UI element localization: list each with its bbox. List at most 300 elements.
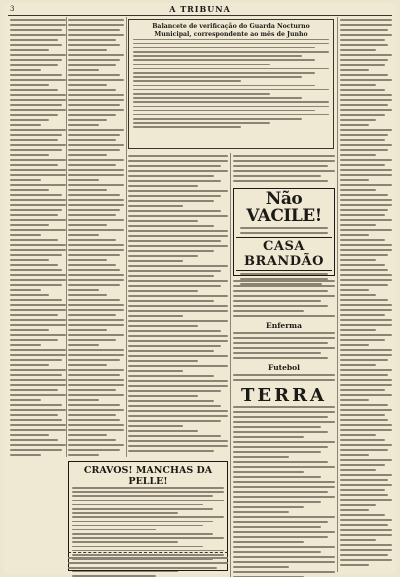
text-line bbox=[10, 24, 66, 26]
text-lines bbox=[233, 280, 335, 317]
text-line bbox=[68, 449, 120, 451]
text-line bbox=[72, 541, 178, 543]
text-line bbox=[340, 94, 392, 96]
text-line bbox=[233, 471, 304, 473]
text-line bbox=[128, 430, 198, 432]
text-line bbox=[233, 426, 321, 428]
text-line bbox=[133, 43, 329, 45]
form-lines bbox=[68, 557, 228, 569]
text-line bbox=[10, 304, 66, 306]
text-line bbox=[340, 279, 392, 281]
text-line bbox=[233, 556, 335, 558]
text-line bbox=[10, 174, 66, 176]
text-line bbox=[68, 34, 124, 36]
text-line bbox=[68, 264, 116, 266]
text-line bbox=[233, 511, 289, 513]
text-line bbox=[10, 234, 41, 236]
text-line bbox=[133, 80, 241, 82]
text-line bbox=[10, 149, 62, 151]
text-line bbox=[340, 199, 392, 201]
text-line bbox=[340, 289, 369, 291]
text-line bbox=[233, 541, 304, 543]
text-line bbox=[68, 419, 120, 421]
text-line bbox=[340, 214, 385, 216]
text-line bbox=[340, 54, 392, 56]
text-lines bbox=[233, 332, 335, 359]
text-line bbox=[72, 537, 224, 539]
text-line bbox=[340, 164, 385, 166]
text-line bbox=[10, 39, 58, 41]
text-line bbox=[68, 214, 116, 216]
text-line bbox=[68, 389, 116, 391]
text-line bbox=[133, 97, 302, 99]
text-line bbox=[128, 280, 228, 282]
text-line bbox=[233, 160, 335, 162]
text-line bbox=[128, 185, 198, 187]
text-line bbox=[133, 72, 315, 74]
text-line bbox=[10, 244, 66, 246]
text-line bbox=[10, 84, 49, 86]
text-line bbox=[233, 337, 335, 339]
text-line bbox=[233, 516, 335, 518]
text-line bbox=[128, 210, 221, 212]
column-rule bbox=[66, 17, 67, 457]
text-line bbox=[68, 154, 107, 156]
text-line bbox=[128, 220, 198, 222]
text-line bbox=[68, 304, 124, 306]
text-lines bbox=[340, 19, 392, 566]
text-line bbox=[68, 39, 116, 41]
text-line bbox=[340, 354, 392, 356]
text-line bbox=[133, 51, 329, 53]
text-line bbox=[340, 204, 392, 206]
text-line bbox=[340, 484, 392, 486]
text-line bbox=[340, 439, 385, 441]
text-line bbox=[340, 359, 388, 361]
text-line bbox=[10, 279, 66, 281]
text-line bbox=[128, 370, 183, 372]
text-line bbox=[68, 374, 120, 376]
text-line bbox=[68, 434, 107, 436]
text-line bbox=[72, 516, 224, 518]
text-line bbox=[233, 406, 335, 408]
text-line bbox=[233, 476, 321, 478]
text-line bbox=[68, 344, 99, 346]
text-line bbox=[133, 59, 315, 61]
text-line bbox=[340, 379, 392, 381]
text-line bbox=[340, 274, 392, 276]
text-line bbox=[133, 47, 315, 49]
text-line bbox=[233, 170, 335, 172]
text-line bbox=[68, 209, 120, 211]
text-line bbox=[233, 536, 328, 538]
text-line bbox=[340, 264, 385, 266]
text-line bbox=[340, 59, 388, 61]
text-line bbox=[233, 431, 328, 433]
text-line bbox=[340, 519, 392, 521]
text-line bbox=[128, 380, 228, 382]
text-line bbox=[128, 390, 221, 392]
text-line bbox=[340, 349, 392, 351]
text-line bbox=[10, 454, 41, 456]
text-line bbox=[10, 374, 62, 376]
text-line bbox=[340, 564, 369, 566]
text-line bbox=[340, 489, 385, 491]
text-line bbox=[233, 486, 335, 488]
text-line bbox=[10, 134, 62, 136]
text-line bbox=[68, 299, 120, 301]
text-line bbox=[340, 444, 392, 446]
text-line bbox=[68, 204, 124, 206]
text-line bbox=[128, 235, 228, 237]
text-line bbox=[68, 289, 99, 291]
text-line bbox=[68, 314, 116, 316]
text-line bbox=[340, 429, 392, 431]
text-line bbox=[10, 129, 66, 131]
text-line bbox=[128, 420, 221, 422]
text-line bbox=[340, 449, 388, 451]
text-line bbox=[68, 179, 99, 181]
text-line bbox=[10, 114, 58, 116]
text-line bbox=[68, 74, 120, 76]
text-line bbox=[233, 352, 321, 354]
text-line bbox=[10, 169, 66, 171]
ad-headline: Não VACILE! bbox=[246, 189, 322, 226]
text-line bbox=[68, 149, 120, 151]
text-line bbox=[233, 416, 328, 418]
text-line bbox=[340, 104, 388, 106]
text-line bbox=[10, 309, 66, 311]
text-line bbox=[128, 155, 228, 157]
text-line bbox=[233, 165, 328, 167]
text-line bbox=[68, 439, 116, 441]
text-line bbox=[10, 184, 66, 186]
text-line bbox=[68, 59, 120, 61]
text-line bbox=[68, 89, 116, 91]
text-line bbox=[10, 269, 62, 271]
text-line bbox=[68, 309, 124, 311]
text-line bbox=[340, 69, 369, 71]
text-line bbox=[72, 533, 213, 535]
ad-headline: CRAVOS! MANCHAS DA PELLE! bbox=[83, 465, 213, 487]
text-line bbox=[340, 364, 376, 366]
text-line bbox=[10, 214, 58, 216]
text-line bbox=[10, 399, 41, 401]
text-line bbox=[340, 229, 392, 231]
text-line bbox=[128, 160, 228, 162]
text-line bbox=[128, 275, 214, 277]
text-line bbox=[133, 39, 329, 41]
text-line bbox=[128, 450, 214, 452]
text-line bbox=[340, 29, 388, 31]
column-2 bbox=[68, 19, 124, 459]
text-line bbox=[133, 76, 302, 78]
text-line bbox=[10, 64, 58, 66]
text-line bbox=[68, 114, 116, 116]
text-line bbox=[10, 139, 58, 141]
text-line bbox=[340, 454, 369, 456]
text-line bbox=[10, 124, 41, 126]
text-line bbox=[68, 329, 107, 331]
text-line bbox=[233, 531, 335, 533]
text-line bbox=[340, 39, 385, 41]
text-line bbox=[340, 434, 376, 436]
text-line bbox=[128, 315, 183, 317]
text-line bbox=[68, 254, 120, 256]
text-line bbox=[133, 93, 270, 95]
text-line bbox=[128, 270, 221, 272]
text-line bbox=[68, 124, 99, 126]
text-line bbox=[68, 454, 99, 456]
text-line bbox=[68, 429, 124, 431]
text-line bbox=[340, 119, 376, 121]
text-line bbox=[340, 504, 376, 506]
text-line bbox=[240, 227, 328, 229]
balancete-title: Balancete de verificação do Guarda Nocturno Municipal, correspondente ao mês de Junho bbox=[152, 23, 310, 38]
text-line bbox=[133, 101, 329, 103]
text-line bbox=[233, 300, 321, 302]
text-line bbox=[340, 284, 388, 286]
text-line bbox=[68, 24, 124, 26]
text-line bbox=[10, 229, 66, 231]
text-line bbox=[233, 347, 335, 349]
text-line bbox=[133, 110, 315, 112]
text-line bbox=[340, 219, 392, 221]
text-line bbox=[10, 224, 49, 226]
text-line bbox=[68, 174, 124, 176]
text-lines bbox=[233, 406, 335, 577]
text-line bbox=[10, 54, 66, 56]
text-line bbox=[68, 319, 124, 321]
page-number: 3 bbox=[10, 5, 15, 13]
text-line bbox=[233, 506, 304, 508]
text-line bbox=[10, 369, 66, 371]
text-line bbox=[340, 494, 388, 496]
text-line bbox=[128, 440, 228, 442]
text-line bbox=[72, 508, 213, 510]
header-rule bbox=[8, 15, 392, 16]
text-line bbox=[68, 249, 124, 251]
text-line bbox=[340, 554, 388, 556]
text-line bbox=[340, 424, 392, 426]
text-line bbox=[233, 501, 321, 503]
text-line bbox=[128, 375, 214, 377]
text-line bbox=[340, 179, 369, 181]
text-line bbox=[340, 254, 388, 256]
text-line bbox=[233, 280, 335, 282]
text-line bbox=[340, 129, 392, 131]
text-line bbox=[340, 404, 388, 406]
text-line bbox=[10, 194, 62, 196]
text-line bbox=[340, 419, 388, 421]
text-line bbox=[340, 184, 392, 186]
text-line bbox=[340, 209, 388, 211]
text-line bbox=[340, 249, 392, 251]
text-line bbox=[128, 290, 198, 292]
text-line bbox=[340, 89, 385, 91]
text-line bbox=[10, 429, 66, 431]
text-line bbox=[68, 84, 107, 86]
text-line bbox=[10, 444, 66, 446]
text-line bbox=[233, 180, 328, 182]
text-line bbox=[128, 225, 214, 227]
text-line bbox=[340, 19, 392, 21]
text-line bbox=[72, 500, 224, 502]
text-line bbox=[68, 274, 124, 276]
column-rule bbox=[337, 17, 338, 572]
text-line bbox=[340, 174, 392, 176]
text-line bbox=[340, 389, 385, 391]
text-line bbox=[340, 339, 385, 341]
text-line bbox=[340, 34, 392, 36]
text-line bbox=[128, 310, 228, 312]
text-line bbox=[68, 284, 120, 286]
text-line bbox=[68, 184, 124, 186]
text-line bbox=[340, 309, 392, 311]
text-line bbox=[233, 461, 328, 463]
text-line bbox=[10, 434, 49, 436]
text-line bbox=[10, 29, 62, 31]
text-line bbox=[233, 571, 335, 573]
text-line bbox=[340, 539, 376, 541]
text-line bbox=[128, 385, 228, 387]
text-line bbox=[128, 345, 221, 347]
text-line bbox=[10, 339, 58, 341]
text-line bbox=[10, 404, 62, 406]
text-line bbox=[340, 44, 388, 46]
text-line bbox=[68, 219, 124, 221]
text-line bbox=[10, 99, 66, 101]
text-line bbox=[10, 44, 62, 46]
text-line bbox=[68, 164, 116, 166]
text-line bbox=[68, 44, 120, 46]
text-line bbox=[10, 344, 41, 346]
text-line bbox=[340, 369, 392, 371]
text-line bbox=[340, 464, 385, 466]
text-line bbox=[10, 49, 49, 51]
text-line bbox=[68, 69, 99, 71]
text-line bbox=[10, 334, 66, 336]
text-line bbox=[233, 551, 321, 553]
text-line bbox=[68, 339, 116, 341]
text-line bbox=[233, 436, 304, 438]
text-lines bbox=[128, 155, 228, 455]
text-line bbox=[128, 300, 214, 302]
text-line bbox=[340, 334, 392, 336]
text-line bbox=[68, 239, 116, 241]
terra-heading: TERRA bbox=[241, 385, 327, 406]
text-line bbox=[128, 320, 228, 322]
text-line bbox=[10, 59, 62, 61]
text-line bbox=[10, 19, 66, 21]
text-line bbox=[68, 109, 124, 111]
text-line bbox=[68, 334, 124, 336]
text-line bbox=[10, 254, 62, 256]
text-line bbox=[233, 290, 328, 292]
text-line bbox=[72, 504, 203, 506]
text-line bbox=[68, 199, 124, 201]
section-heading: Enferma bbox=[266, 321, 302, 330]
article-left bbox=[128, 155, 228, 455]
text-line bbox=[133, 68, 329, 70]
text-line bbox=[340, 154, 376, 156]
text-line bbox=[68, 269, 120, 271]
text-line bbox=[68, 562, 228, 564]
text-line bbox=[72, 525, 203, 527]
text-line bbox=[340, 189, 376, 191]
text-line bbox=[233, 561, 335, 563]
text-line bbox=[340, 114, 385, 116]
text-line bbox=[68, 424, 124, 426]
text-line bbox=[128, 335, 228, 337]
text-line bbox=[68, 399, 99, 401]
text-line bbox=[68, 364, 107, 366]
text-line bbox=[68, 414, 116, 416]
text-line bbox=[233, 481, 335, 483]
text-line bbox=[340, 314, 385, 316]
text-line bbox=[10, 179, 41, 181]
text-line bbox=[10, 389, 58, 391]
terra-article bbox=[233, 385, 335, 572]
text-line bbox=[128, 205, 183, 207]
text-line bbox=[128, 240, 221, 242]
text-line bbox=[68, 349, 124, 351]
text-line bbox=[128, 445, 228, 447]
text-line bbox=[128, 355, 228, 357]
text-line bbox=[72, 546, 203, 548]
text-line bbox=[128, 190, 228, 192]
text-line bbox=[340, 394, 392, 396]
text-line bbox=[10, 359, 62, 361]
text-line bbox=[10, 164, 58, 166]
text-line bbox=[133, 85, 315, 87]
text-line bbox=[340, 479, 388, 481]
text-line bbox=[233, 441, 335, 443]
article-enferma bbox=[233, 280, 335, 384]
text-line bbox=[10, 449, 62, 451]
text-line bbox=[340, 384, 392, 386]
text-line bbox=[68, 49, 107, 51]
text-line bbox=[10, 274, 66, 276]
text-lines bbox=[68, 19, 124, 456]
text-line bbox=[340, 329, 376, 331]
text-line bbox=[68, 244, 124, 246]
text-line bbox=[10, 159, 66, 161]
text-line bbox=[340, 499, 392, 501]
text-line bbox=[340, 549, 392, 551]
text-line bbox=[68, 189, 107, 191]
text-line bbox=[233, 521, 328, 523]
text-line bbox=[340, 244, 392, 246]
text-line bbox=[68, 54, 124, 56]
text-line bbox=[68, 64, 116, 66]
text-line bbox=[10, 364, 49, 366]
text-line bbox=[233, 546, 335, 548]
text-line bbox=[10, 384, 66, 386]
text-line bbox=[128, 410, 228, 412]
text-line bbox=[233, 466, 335, 468]
text-line bbox=[68, 444, 124, 446]
text-line bbox=[133, 55, 302, 57]
text-line bbox=[233, 155, 335, 157]
text-line bbox=[68, 129, 124, 131]
text-line bbox=[10, 409, 66, 411]
text-line bbox=[340, 514, 385, 516]
text-line bbox=[10, 154, 49, 156]
column-rule bbox=[230, 153, 231, 577]
text-line bbox=[340, 534, 392, 536]
text-line bbox=[340, 109, 392, 111]
